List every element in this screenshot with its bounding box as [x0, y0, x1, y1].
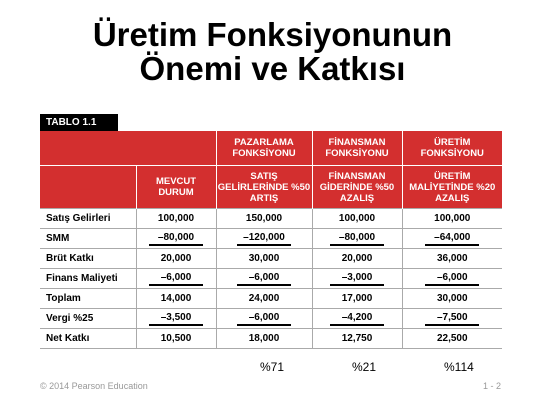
cell-value: 100,000 [434, 213, 471, 224]
cell-value: –3,500 [149, 312, 203, 326]
slide-title [0, 18, 545, 86]
table-row [40, 309, 502, 329]
cell-value: 30,000 [436, 293, 468, 304]
cell-value: 12,750 [341, 333, 373, 344]
cell-value: 24,000 [248, 293, 280, 304]
copyright: © 2014 Pearson Education [40, 381, 148, 391]
cell-value: –4,200 [330, 312, 384, 326]
cell-value: –6,000 [149, 272, 203, 286]
table-label: TABLO 1.1 [40, 114, 118, 132]
slide-title-line2: Önemi ve Katkısı [139, 50, 406, 87]
cell-value: –3,000 [330, 272, 384, 286]
slide-title-line1: Üretim Fonksiyonunun [92, 16, 453, 53]
table-row [40, 289, 502, 309]
cell-value: 17,000 [341, 293, 373, 304]
cell-value: –80,000 [149, 232, 203, 246]
cell-value: 100,000 [157, 213, 195, 224]
cell-value: 20,000 [160, 253, 192, 264]
table-row [40, 249, 502, 269]
table-row [40, 269, 502, 289]
row-label: Net Katkı [40, 329, 136, 349]
cell-value: –6,000 [425, 272, 479, 286]
cell-value: –6,000 [237, 272, 291, 286]
header-cell-empty [136, 131, 216, 166]
cell-value: 150,000 [245, 213, 283, 224]
header-row-functions [40, 131, 502, 166]
header-cell-empty [40, 131, 136, 166]
row-label: Satış Gelirleri [40, 209, 136, 229]
cell-value: 10,500 [160, 333, 192, 344]
cell-value: 22,500 [436, 333, 468, 344]
header-cost-decrease: ÜRETİM MALİYETİNDE %20 AZALIŞ [402, 166, 502, 209]
contribution-table [40, 131, 502, 349]
page-number: 1 - 2 [482, 381, 501, 391]
row-label: Vergi %25 [40, 309, 136, 329]
percent-production: %114 [444, 360, 474, 374]
table-row [40, 329, 502, 349]
cell-value: 14,000 [160, 293, 192, 304]
cell-value: –120,000 [237, 232, 291, 246]
cell-value: –7,500 [425, 312, 479, 326]
table-row [40, 229, 502, 249]
cell-value: –80,000 [330, 232, 384, 246]
percent-finance: %21 [352, 360, 377, 374]
row-label: Toplam [40, 289, 136, 309]
cell-value: –64,000 [425, 232, 479, 246]
cell-value: –6,000 [237, 312, 291, 326]
header-cell-empty [40, 166, 136, 209]
header-row-scenarios [40, 166, 502, 209]
header-production: ÜRETİM FONKSİYONU [402, 131, 502, 166]
table-row [40, 209, 502, 229]
cell-value: 100,000 [338, 213, 376, 224]
header-marketing: PAZARLAMA FONKSİYONU [216, 131, 312, 166]
row-label: SMM [40, 229, 136, 249]
header-current: MEVCUT DURUM [136, 166, 216, 209]
header-finance-decrease: FİNANSMAN GİDERİNDE %50 AZALIŞ [312, 166, 402, 209]
cell-value: 36,000 [436, 253, 468, 264]
percent-marketing: %71 [260, 360, 285, 374]
header-finance: FİNANSMAN FONKSİYONU [312, 131, 402, 166]
cell-value: 18,000 [248, 333, 280, 344]
header-sales-increase: SATIŞ GELİRLERİNDE %50 ARTIŞ [216, 166, 312, 209]
row-label: Brüt Katkı [40, 249, 136, 269]
cell-value: 30,000 [248, 253, 280, 264]
cell-value: 20,000 [341, 253, 373, 264]
row-label: Finans Maliyeti [40, 269, 136, 289]
